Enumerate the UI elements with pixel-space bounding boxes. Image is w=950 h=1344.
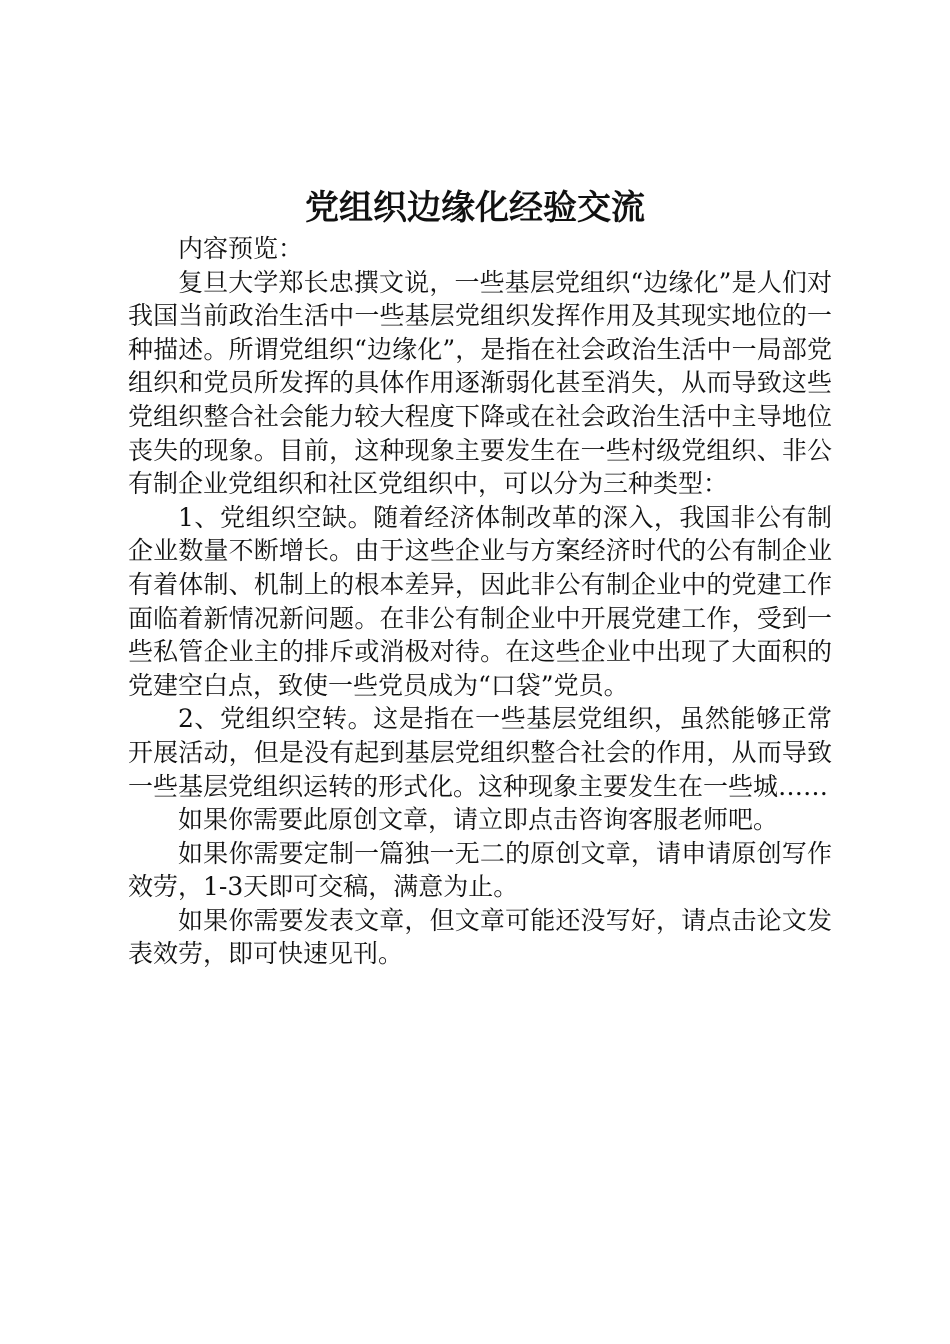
preview-label: 内容预览：: [178, 234, 304, 263]
document-title: 党组织边缘化经验交流: [305, 188, 645, 228]
consult-note: 如果你需要此原创文章，请立即点击咨询客服老师吧。: [178, 805, 779, 835]
type-two-paragraph: 2、党组织空转。这是指在一些基层党组织，虽然能够正常开展活动，但是没有起到基层党组织整合社会的作用，从而导致一些基层党组织运转的形式化。这种现象主要发生在一些城……: [128, 704, 832, 801]
custom-writing-note: 如果你需要定制一篇独一无二的原创文章，请申请原创写作效劳，1-3天即可交稿，满意为止。: [128, 838, 832, 902]
document-body: [128, 232, 832, 971]
intro-paragraph: 复旦大学郑长忠撰文说，一些基层党组织“边缘化”是人们对我国当前政治生活中一些基层党组织发挥作用及其现实地位的一种描述。所谓党组织“边缘化”，是指在社会政治生活中一局部党组织和党员所发挥的具体作用逐渐弱化甚至消失，从而导致这些党组织整合社会能力较大程度下降或在社会政治生活中主导地位丧失的现象。目前，这种现象主要发生在一些村级党组织、非公有制企业党组织和社区党组织中，可以分为三种类型：: [128, 267, 832, 499]
type-one-paragraph: 1、党组织空缺。随着经济体制改革的深入，我国非公有制企业数量不断增长。由于这些企业与方案经济时代的公有制企业有着体制、机制上的根本差异，因此非公有制企业中的党建工作面临着新情况新问题。在非公有制企业中开展党建工作，受到一些私管企业主的排斥或消极对待。在这些企业中出现了大面积的党建空白点，致使一些党员成为“口袋”党员。: [128, 502, 832, 700]
publishing-note: 如果你需要发表文章，但文章可能还没写好，请点击论文发表效劳，即可快速见刊。: [128, 905, 832, 969]
